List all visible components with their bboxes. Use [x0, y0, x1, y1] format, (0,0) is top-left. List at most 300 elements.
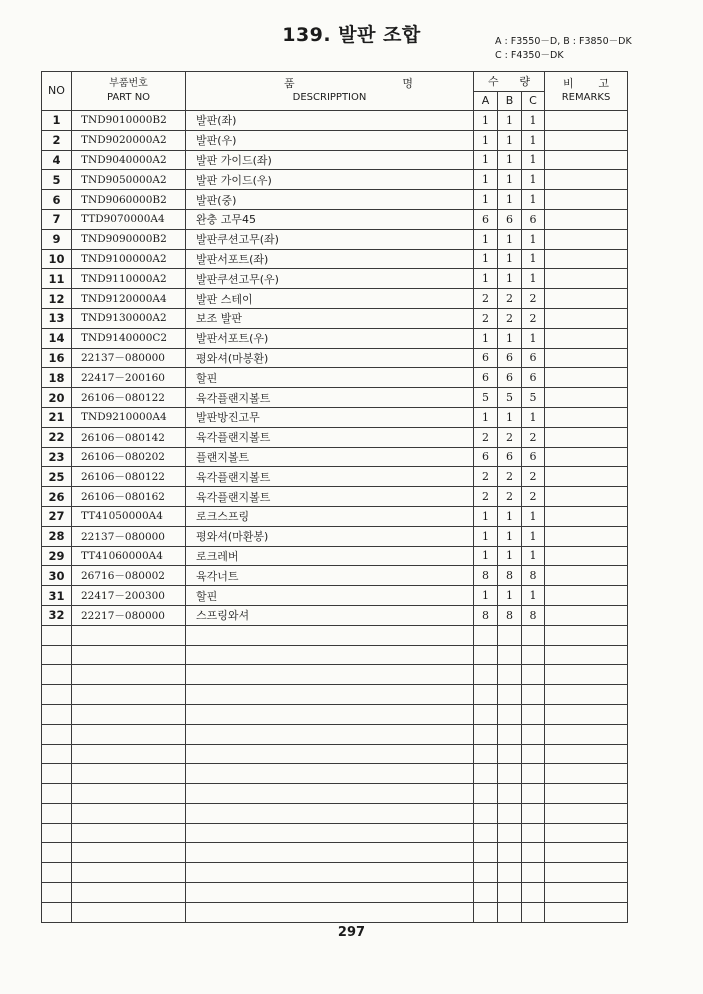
row-part-no [72, 883, 186, 903]
table-row [42, 863, 628, 883]
table-row [42, 447, 628, 467]
row-remarks [545, 724, 628, 744]
row-no: 23 [42, 447, 72, 467]
header-part-no [72, 72, 186, 111]
header-remarks-kr-1: 비 [563, 77, 574, 90]
row-qty-b: 1 [498, 229, 522, 249]
row-remarks [545, 190, 628, 210]
table-row [42, 764, 628, 784]
row-qty-a: 1 [474, 249, 498, 269]
table-row [42, 625, 628, 645]
row-qty-b: 1 [498, 407, 522, 427]
row-no [42, 863, 72, 883]
row-part-no: TND9120000A4 [72, 289, 186, 309]
row-description: 발판 스테이 [186, 289, 474, 309]
table-row [42, 427, 628, 447]
header-qty-kr-2: 량 [519, 74, 531, 88]
row-description [186, 744, 474, 764]
row-qty-b [498, 724, 522, 744]
row-description [186, 625, 474, 645]
row-description [186, 883, 474, 903]
row-qty-b: 2 [498, 467, 522, 487]
table-row [42, 526, 628, 546]
row-qty-b [498, 902, 522, 922]
row-qty-b: 1 [498, 150, 522, 170]
table-row [42, 665, 628, 685]
row-qty-b [498, 764, 522, 784]
row-description: 육각너트 [186, 566, 474, 586]
row-qty-a: 2 [474, 487, 498, 507]
row-part-no: 26106－080162 [72, 487, 186, 507]
table-row [42, 289, 628, 309]
row-qty-a: 1 [474, 407, 498, 427]
parts-table [41, 71, 628, 923]
row-qty-c: 1 [522, 190, 545, 210]
row-no: 16 [42, 348, 72, 368]
table-row [42, 883, 628, 903]
row-qty-a [474, 625, 498, 645]
table-row [42, 130, 628, 150]
row-no [42, 724, 72, 744]
row-qty-a [474, 902, 498, 922]
row-description: 할핀 [186, 368, 474, 388]
table-row [42, 902, 628, 922]
row-qty-a [474, 665, 498, 685]
row-no: 20 [42, 388, 72, 408]
model-legend-line-2: C : F4350－DK [495, 50, 564, 61]
header-remarks-en: REMARKS [561, 92, 611, 103]
table-row [42, 566, 628, 586]
row-remarks [545, 229, 628, 249]
row-no [42, 803, 72, 823]
row-part-no [72, 665, 186, 685]
row-part-no [72, 863, 186, 883]
row-description: 발판서포트(우) [186, 328, 474, 348]
row-remarks [545, 170, 628, 190]
row-qty-b: 2 [498, 289, 522, 309]
row-description: 로크스프링 [186, 506, 474, 526]
row-part-no: 22417－200160 [72, 368, 186, 388]
row-qty-c: 1 [522, 407, 545, 427]
row-remarks [545, 883, 628, 903]
row-description [186, 843, 474, 863]
row-qty-a: 1 [474, 328, 498, 348]
row-qty-c [522, 744, 545, 764]
table-row [42, 843, 628, 863]
row-remarks [545, 150, 628, 170]
row-part-no [72, 902, 186, 922]
row-description: 발판(우) [186, 130, 474, 150]
row-qty-c: 2 [522, 308, 545, 328]
row-qty-b [498, 645, 522, 665]
row-qty-c: 2 [522, 467, 545, 487]
page-title: 139. 발판 조합 [282, 24, 421, 46]
row-remarks [545, 685, 628, 705]
row-qty-a [474, 784, 498, 804]
row-part-no [72, 685, 186, 705]
row-no [42, 823, 72, 843]
row-description: 완충 고무45 [186, 209, 474, 229]
row-part-no [72, 645, 186, 665]
header-remarks [545, 72, 628, 111]
row-no [42, 744, 72, 764]
row-part-no: TND9110000A2 [72, 269, 186, 289]
row-qty-c: 5 [522, 388, 545, 408]
header-qty-a: A [474, 92, 498, 111]
row-remarks [545, 566, 628, 586]
row-qty-c: 1 [522, 546, 545, 566]
row-description: 발판(중) [186, 190, 474, 210]
row-qty-c: 2 [522, 487, 545, 507]
row-qty-a [474, 883, 498, 903]
row-part-no: TT41060000A4 [72, 546, 186, 566]
row-no [42, 704, 72, 724]
row-part-no: 22137－080000 [72, 348, 186, 368]
row-description: 발판 가이드(우) [186, 170, 474, 190]
row-qty-c [522, 625, 545, 645]
row-no [42, 902, 72, 922]
row-qty-b: 1 [498, 269, 522, 289]
row-qty-b [498, 843, 522, 863]
header-qty-kr [474, 75, 544, 89]
row-description: 평와셔(마봉환) [186, 348, 474, 368]
row-qty-c: 6 [522, 348, 545, 368]
row-qty-c: 6 [522, 209, 545, 229]
table-row [42, 467, 628, 487]
row-remarks [545, 625, 628, 645]
table-row [42, 388, 628, 408]
row-qty-b: 2 [498, 308, 522, 328]
table-row [42, 368, 628, 388]
row-qty-b [498, 665, 522, 685]
row-no: 9 [42, 229, 72, 249]
row-qty-c: 1 [522, 586, 545, 606]
row-qty-c [522, 823, 545, 843]
row-no [42, 665, 72, 685]
row-description: 발판쿠션고무(좌) [186, 229, 474, 249]
row-description: 로크레버 [186, 546, 474, 566]
table-row [42, 229, 628, 249]
row-qty-c [522, 645, 545, 665]
table-row [42, 308, 628, 328]
row-qty-a: 1 [474, 150, 498, 170]
row-qty-a [474, 823, 498, 843]
row-remarks [545, 249, 628, 269]
row-description: 육각플랜지볼트 [186, 487, 474, 507]
row-qty-a [474, 803, 498, 823]
table-row [42, 111, 628, 131]
row-remarks [545, 823, 628, 843]
row-no: 21 [42, 407, 72, 427]
row-remarks [545, 467, 628, 487]
row-part-no [72, 724, 186, 744]
row-part-no: TND9010000B2 [72, 111, 186, 131]
row-part-no [72, 744, 186, 764]
header-description [186, 72, 474, 111]
row-description [186, 863, 474, 883]
row-remarks [545, 704, 628, 724]
row-no: 12 [42, 289, 72, 309]
row-qty-a: 1 [474, 190, 498, 210]
row-no [42, 784, 72, 804]
row-qty-c: 8 [522, 605, 545, 625]
header-qty-b: B [498, 92, 522, 111]
row-qty-b: 2 [498, 487, 522, 507]
row-part-no: 22137－080000 [72, 526, 186, 546]
row-description: 할핀 [186, 586, 474, 606]
row-qty-b: 1 [498, 130, 522, 150]
row-part-no: TND9090000B2 [72, 229, 186, 249]
table-row [42, 685, 628, 705]
row-description: 보조 발판 [186, 308, 474, 328]
row-part-no: 26106－080202 [72, 447, 186, 467]
header-part-kr: 부품번호 [109, 78, 148, 89]
row-remarks [545, 289, 628, 309]
row-qty-a: 2 [474, 308, 498, 328]
row-no: 28 [42, 526, 72, 546]
row-no: 31 [42, 586, 72, 606]
row-description [186, 823, 474, 843]
row-qty-c [522, 784, 545, 804]
table-row [42, 823, 628, 843]
row-qty-b: 2 [498, 427, 522, 447]
row-qty-a: 6 [474, 447, 498, 467]
row-description [186, 704, 474, 724]
row-remarks [545, 328, 628, 348]
row-remarks [545, 665, 628, 685]
row-qty-c: 1 [522, 229, 545, 249]
row-part-no: 26106－080122 [72, 467, 186, 487]
row-remarks [545, 902, 628, 922]
row-qty-a [474, 744, 498, 764]
row-qty-c: 1 [522, 328, 545, 348]
row-no [42, 883, 72, 903]
row-part-no: TND9050000A2 [72, 170, 186, 190]
row-qty-c [522, 803, 545, 823]
row-qty-b: 1 [498, 526, 522, 546]
row-qty-b [498, 704, 522, 724]
row-qty-a [474, 843, 498, 863]
table-row [42, 586, 628, 606]
row-part-no: TT41050000A4 [72, 506, 186, 526]
row-qty-c: 6 [522, 447, 545, 467]
row-remarks [545, 111, 628, 131]
row-description [186, 803, 474, 823]
row-no: 5 [42, 170, 72, 190]
header-desc-kr [186, 77, 473, 91]
row-remarks [545, 863, 628, 883]
header-no: NO [42, 72, 72, 111]
row-qty-b: 6 [498, 368, 522, 388]
row-part-no: 26106－080122 [72, 388, 186, 408]
row-part-no: 22417－200300 [72, 586, 186, 606]
row-part-no: TND9210000A4 [72, 407, 186, 427]
row-description [186, 764, 474, 784]
row-remarks [545, 130, 628, 150]
row-qty-a: 1 [474, 526, 498, 546]
header-qty-c: C [522, 92, 545, 111]
row-qty-a [474, 704, 498, 724]
row-remarks [545, 447, 628, 467]
row-remarks [545, 506, 628, 526]
row-part-no [72, 704, 186, 724]
row-qty-b: 1 [498, 328, 522, 348]
table-row [42, 605, 628, 625]
row-no: 4 [42, 150, 72, 170]
row-no [42, 645, 72, 665]
row-qty-c [522, 902, 545, 922]
row-part-no [72, 803, 186, 823]
row-description: 스프링와셔 [186, 605, 474, 625]
row-qty-c: 1 [522, 526, 545, 546]
row-qty-c: 1 [522, 269, 545, 289]
row-remarks [545, 368, 628, 388]
table-row [42, 506, 628, 526]
row-qty-b: 8 [498, 566, 522, 586]
row-part-no: TND9040000A2 [72, 150, 186, 170]
row-qty-b [498, 685, 522, 705]
row-qty-c: 1 [522, 170, 545, 190]
row-qty-c [522, 764, 545, 784]
row-description [186, 902, 474, 922]
model-legend [495, 35, 632, 63]
row-remarks [545, 407, 628, 427]
row-qty-b: 1 [498, 249, 522, 269]
row-qty-a: 2 [474, 289, 498, 309]
table-row [42, 150, 628, 170]
row-part-no [72, 764, 186, 784]
row-description: 발판 가이드(좌) [186, 150, 474, 170]
row-remarks [545, 526, 628, 546]
header-remarks-kr [545, 77, 627, 91]
row-remarks [545, 308, 628, 328]
row-remarks [545, 209, 628, 229]
row-description: 발판쿠션고무(우) [186, 269, 474, 289]
row-qty-b [498, 744, 522, 764]
row-remarks [545, 269, 628, 289]
row-no: 25 [42, 467, 72, 487]
row-qty-b: 6 [498, 209, 522, 229]
row-no [42, 764, 72, 784]
row-remarks [545, 388, 628, 408]
table-row [42, 209, 628, 229]
row-description [186, 685, 474, 705]
row-part-no: 22217－080000 [72, 605, 186, 625]
header-qty-kr-1: 수 [488, 74, 499, 88]
row-no: 30 [42, 566, 72, 586]
row-no: 29 [42, 546, 72, 566]
row-part-no: TND9020000A2 [72, 130, 186, 150]
row-qty-a: 2 [474, 427, 498, 447]
row-qty-c: 1 [522, 150, 545, 170]
table-row [42, 724, 628, 744]
row-description: 육각플랜지볼트 [186, 467, 474, 487]
row-qty-b: 1 [498, 546, 522, 566]
row-qty-c: 6 [522, 368, 545, 388]
row-remarks [545, 605, 628, 625]
row-qty-c: 1 [522, 506, 545, 526]
row-qty-a [474, 685, 498, 705]
row-no: 13 [42, 308, 72, 328]
row-qty-a: 6 [474, 209, 498, 229]
row-qty-a: 1 [474, 130, 498, 150]
row-part-no: 26106－080142 [72, 427, 186, 447]
row-qty-a: 1 [474, 111, 498, 131]
row-description: 평와셔(마환봉) [186, 526, 474, 546]
table-row [42, 784, 628, 804]
row-remarks [545, 586, 628, 606]
row-no [42, 625, 72, 645]
row-qty-b [498, 863, 522, 883]
row-qty-c: 1 [522, 130, 545, 150]
row-qty-b: 6 [498, 348, 522, 368]
row-part-no: TTD9070000A4 [72, 209, 186, 229]
row-description [186, 645, 474, 665]
row-no [42, 843, 72, 863]
row-qty-a: 1 [474, 546, 498, 566]
row-qty-b [498, 625, 522, 645]
header-part-en: PART NO [106, 92, 151, 103]
row-description [186, 784, 474, 804]
row-qty-c: 2 [522, 427, 545, 447]
row-no: 26 [42, 487, 72, 507]
row-remarks [545, 843, 628, 863]
row-remarks [545, 645, 628, 665]
row-no: 7 [42, 209, 72, 229]
table-row [42, 487, 628, 507]
table-row [42, 744, 628, 764]
table-row [42, 704, 628, 724]
row-qty-b: 1 [498, 586, 522, 606]
row-description: 육각플랜지볼트 [186, 427, 474, 447]
model-legend-line-1: A : F3550－D, B : F3850－DK [495, 36, 632, 47]
row-qty-b [498, 823, 522, 843]
header-desc-en: DESCRIPPTION [292, 92, 367, 103]
row-qty-b: 1 [498, 170, 522, 190]
header-desc-kr-2: 명 [402, 77, 413, 90]
row-remarks [545, 744, 628, 764]
row-qty-a: 8 [474, 566, 498, 586]
row-qty-c: 1 [522, 249, 545, 269]
row-qty-a: 8 [474, 605, 498, 625]
row-part-no [72, 843, 186, 863]
row-qty-b: 8 [498, 605, 522, 625]
row-qty-b: 6 [498, 447, 522, 467]
row-qty-a: 1 [474, 229, 498, 249]
row-qty-c [522, 665, 545, 685]
row-description: 발판서포트(좌) [186, 249, 474, 269]
row-remarks [545, 487, 628, 507]
row-qty-b [498, 803, 522, 823]
row-description [186, 665, 474, 685]
row-qty-a: 1 [474, 506, 498, 526]
row-qty-a: 5 [474, 388, 498, 408]
table-row [42, 328, 628, 348]
row-qty-b: 1 [498, 190, 522, 210]
row-remarks [545, 546, 628, 566]
row-qty-c [522, 704, 545, 724]
row-part-no: TND9060000B2 [72, 190, 186, 210]
header-desc-kr-1: 품 [284, 77, 295, 90]
row-qty-b [498, 883, 522, 903]
row-no: 10 [42, 249, 72, 269]
row-qty-a: 2 [474, 467, 498, 487]
row-qty-a: 6 [474, 348, 498, 368]
table-row [42, 249, 628, 269]
row-qty-c: 1 [522, 111, 545, 131]
table-row [42, 269, 628, 289]
row-qty-c [522, 685, 545, 705]
